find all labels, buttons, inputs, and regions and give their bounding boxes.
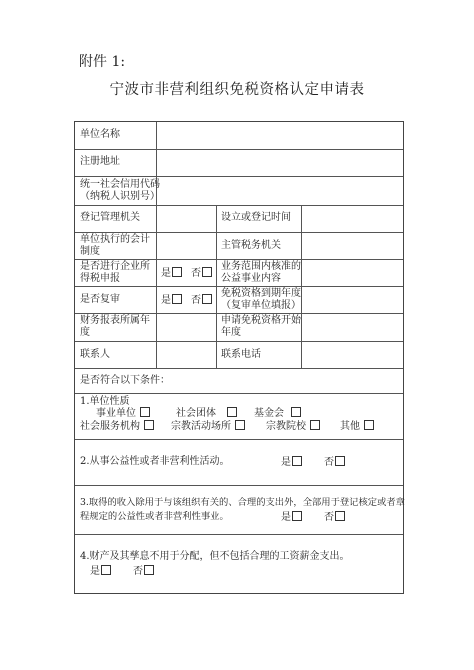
type-option[interactable]: 宗教活动场所	[171, 420, 245, 433]
phone-label: 联系电话	[221, 349, 261, 360]
application-form	[74, 121, 404, 594]
condition-2-yes[interactable]: 是	[281, 456, 302, 469]
type-option[interactable]: 社会团体	[176, 407, 237, 420]
checkbox-icon[interactable]	[292, 456, 302, 466]
condition-3-yes[interactable]: 是	[281, 511, 302, 524]
condition-3-text: 3.取得的收入除用于与该组织有关的、合理的支出外，全部用于登记核定或者章	[80, 497, 405, 508]
checkbox-icon[interactable]	[144, 565, 154, 575]
checkbox-icon[interactable]	[101, 565, 111, 575]
conditions-heading: 是否符合以下条件：	[80, 375, 170, 386]
unit-name-label: 单位名称	[80, 129, 120, 140]
checkbox-icon[interactable]	[202, 267, 212, 277]
checkbox-icon[interactable]	[227, 407, 237, 417]
review-yes-option[interactable]: 是	[161, 294, 182, 307]
type-option[interactable]: 社会服务机构	[80, 420, 154, 433]
credit-code-label-sub: （纳税人识别号）	[80, 191, 160, 202]
row-divider	[75, 205, 403, 206]
checkbox-icon[interactable]	[335, 456, 345, 466]
col-divider	[301, 205, 302, 368]
apply-year-label: 申请免税资格开始	[221, 315, 301, 326]
condition-3-no[interactable]: 否	[324, 511, 345, 524]
type-option[interactable]: 基金会	[254, 407, 301, 420]
row-divider	[75, 149, 403, 150]
checkbox-icon[interactable]	[172, 267, 182, 277]
checkbox-icon[interactable]	[202, 294, 212, 304]
report-year-label: 财务报表所属年	[80, 315, 150, 326]
credit-code-label: 统一社会信用代码	[80, 179, 160, 190]
checkbox-icon[interactable]	[335, 511, 345, 521]
row-divider	[75, 286, 403, 287]
row-divider	[75, 313, 403, 314]
business-scope-label: 业务范围内核准的	[221, 261, 301, 272]
col-divider	[216, 205, 217, 368]
reg-address-label: 注册地址	[80, 156, 120, 167]
contact-label: 联系人	[80, 349, 110, 360]
page-title: 宁波市非营利组织免税资格认定申请表	[109, 82, 365, 98]
condition-4-text: 4.财产及其孳息不用于分配，但不包括合理的工资薪金支出。	[80, 551, 350, 562]
expiry-year-label: 免税资格到期年度	[221, 288, 301, 299]
establish-time-label: 设立或登记时间	[221, 212, 291, 223]
report-year-label-sub: 度	[80, 327, 90, 338]
col-divider	[156, 122, 157, 368]
condition-4-no[interactable]: 否	[133, 565, 154, 578]
checkbox-icon[interactable]	[364, 420, 374, 430]
tax-authority-label: 主管税务机关	[221, 240, 281, 251]
checkbox-icon[interactable]	[291, 407, 301, 417]
checkbox-icon[interactable]	[144, 420, 154, 430]
row-divider	[75, 176, 403, 177]
cit-filing-label: 是否进行企业所	[80, 261, 150, 272]
cit-no-option[interactable]: 否	[191, 267, 212, 280]
row-divider	[75, 439, 403, 440]
condition-2-text: 2.从事公益性或者非营利性活动。	[80, 456, 230, 467]
annex-label: 附件 1:	[79, 54, 126, 70]
row-divider	[75, 368, 403, 369]
row-divider	[75, 259, 403, 260]
condition-3-text-cont: 程规定的公益性或者非营利性事业。	[80, 511, 229, 522]
row-divider	[75, 341, 403, 342]
review-label: 是否复审	[80, 294, 120, 305]
accounting-system-label: 单位执行的会计	[80, 234, 150, 245]
type-option[interactable]: 其他	[340, 420, 374, 433]
condition-4-yes[interactable]: 是	[90, 565, 111, 578]
cit-yes-option[interactable]: 是	[161, 267, 182, 280]
checkbox-icon[interactable]	[292, 511, 302, 521]
type-option[interactable]: 宗教院校	[266, 420, 320, 433]
checkbox-icon[interactable]	[235, 420, 245, 430]
condition-2-no[interactable]: 否	[324, 456, 345, 469]
row-divider	[75, 232, 403, 233]
review-no-option[interactable]: 否	[191, 294, 212, 307]
type-option[interactable]: 事业单位	[96, 407, 150, 420]
expiry-year-label-sub: （复审单位填报）	[221, 300, 301, 311]
row-divider	[75, 393, 403, 394]
row-divider	[75, 485, 403, 486]
condition-1-title: 1.单位性质	[80, 396, 130, 407]
row-divider	[75, 534, 403, 535]
reg-authority-label: 登记管理机关	[80, 212, 140, 223]
checkbox-icon[interactable]	[310, 420, 320, 430]
business-scope-label-sub: 公益事业内容	[221, 273, 281, 284]
apply-year-label-sub: 年度	[221, 327, 241, 338]
accounting-system-label-sub: 制度	[80, 246, 100, 257]
cit-filing-label-sub: 得税申报	[80, 273, 120, 284]
checkbox-icon[interactable]	[172, 294, 182, 304]
checkbox-icon[interactable]	[140, 407, 150, 417]
